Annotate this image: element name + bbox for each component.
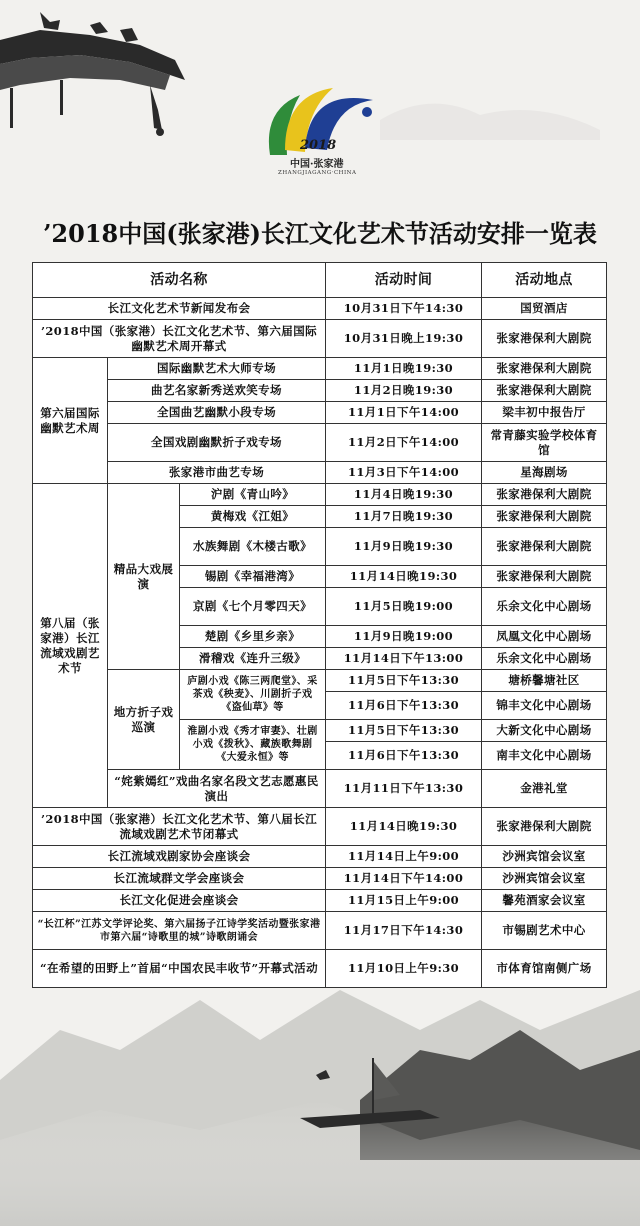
table-row: [33, 950, 607, 988]
row-place: 市锡剧艺术中心: [482, 912, 607, 950]
row-time: 10月31日下午14:30: [326, 298, 482, 320]
page-title: ’2018中国(张家港)长江文化艺术节活动安排一览表: [43, 219, 597, 248]
row-name: 长江文化促进会座谈会: [33, 890, 326, 912]
row-name: 长江文化艺术节新闻发布会: [33, 298, 326, 320]
row-name: 楚剧《乡里乡亲》: [180, 626, 326, 648]
row-time: 11月2日下午14:00: [326, 424, 482, 462]
mist-cloud: [380, 104, 600, 140]
table-row: [33, 912, 607, 950]
row-time: 10月31日晚上19:30: [326, 320, 482, 358]
row-place: 南丰文化中心剧场: [482, 742, 607, 770]
logo-subtitle: ZHANGJIAGANG·CHINA: [278, 170, 357, 176]
row-name: 滑稽戏《连升三级》: [180, 648, 326, 670]
row-name: ’2018中国（张家港）长江文化艺术节、第六届国际幽默艺术周开幕式: [33, 320, 326, 358]
row-place: 张家港保利大剧院: [482, 506, 607, 528]
row-place: 张家港保利大剧院: [482, 566, 607, 588]
table-row: [33, 380, 607, 402]
row-place: 星海剧场: [482, 462, 607, 484]
schedule-table: [32, 262, 607, 988]
row-place: 沙洲宾馆会议室: [482, 868, 607, 890]
row-time: 11月11日下午13:30: [326, 770, 482, 808]
group-label-drama-festival: 第八届（张家港）长江流域戏剧艺术节: [33, 484, 108, 808]
table-header-row: [33, 263, 607, 298]
row-time: 11月4日晚19:30: [326, 484, 482, 506]
mountain-landscape: [0, 990, 640, 1226]
table-row: [33, 424, 607, 462]
row-name: “姹紫嫣红”戏曲名家名段文艺志愿惠民演出: [108, 770, 326, 808]
row-place: 馨苑酒家会议室: [482, 890, 607, 912]
row-place: 梁丰初中报告厅: [482, 402, 607, 424]
table-row: [33, 868, 607, 890]
table-row: [33, 770, 607, 808]
row-name: 沪剧《青山吟》: [180, 484, 326, 506]
header-time: 活动时间: [326, 263, 482, 298]
row-name: 张家港市曲艺专场: [108, 462, 326, 484]
subgroup-label-local-opera: 地方折子戏巡演: [108, 670, 180, 770]
row-name: 淮剧小戏《秀才审妻》、壮剧小戏《拨秋》、藏族歌舞剧《大爱永恒》等: [180, 720, 326, 770]
row-name: “长江杯”江苏文学评论奖、第六届扬子江诗学奖活动暨张家港市第六届“诗歌里的城”诗歌朗诵会: [33, 912, 326, 950]
row-place: 凤凰文化中心剧场: [482, 626, 607, 648]
row-time: 11月17日下午14:30: [326, 912, 482, 950]
row-place: 锦丰文化中心剧场: [482, 692, 607, 720]
table-row: [33, 846, 607, 868]
row-time: 11月10日上午9:30: [326, 950, 482, 988]
table-row: [33, 298, 607, 320]
table-row: [33, 670, 607, 692]
row-time: 11月15日上午9:00: [326, 890, 482, 912]
row-place: 金港礼堂: [482, 770, 607, 808]
row-time: 11月7日晚19:30: [326, 506, 482, 528]
row-time: 11月1日晚19:30: [326, 358, 482, 380]
row-place: 乐余文化中心剧场: [482, 648, 607, 670]
table-row: [33, 402, 607, 424]
table-row: [33, 462, 607, 484]
table-row: [33, 320, 607, 358]
row-place: 张家港保利大剧院: [482, 358, 607, 380]
row-place: 大新文化中心剧场: [482, 720, 607, 742]
row-time: 11月3日下午14:00: [326, 462, 482, 484]
row-name: 黄梅戏《江姐》: [180, 506, 326, 528]
row-place: 塘桥馨塘社区: [482, 670, 607, 692]
row-time: 11月14日下午13:00: [326, 648, 482, 670]
row-place: 张家港保利大剧院: [482, 320, 607, 358]
subgroup-label-featured: 精品大戏展演: [108, 484, 180, 670]
row-time: 11月2日晚19:30: [326, 380, 482, 402]
row-name: 长江流域戏剧家协会座谈会: [33, 846, 326, 868]
logo-year: 2018: [300, 138, 337, 153]
row-time: 11月14日上午9:00: [326, 846, 482, 868]
row-name: 全国曲艺幽默小段专场: [108, 402, 326, 424]
row-name: 曲艺名家新秀送欢笑专场: [108, 380, 326, 402]
row-name: 锡剧《幸福港湾》: [180, 566, 326, 588]
row-time: 11月5日下午13:30: [326, 670, 482, 692]
row-name: 国际幽默艺术大师专场: [108, 358, 326, 380]
row-time: 11月5日下午13:30: [326, 720, 482, 742]
group-label-humor-week: 第六届国际幽默艺术周: [33, 358, 108, 484]
row-place: 国贸酒店: [482, 298, 607, 320]
row-place: 沙洲宾馆会议室: [482, 846, 607, 868]
row-time: 11月14日晚19:30: [326, 808, 482, 846]
logo-city: 中国·张家港: [290, 159, 344, 170]
row-place: 乐余文化中心剧场: [482, 588, 607, 626]
row-name: 长江流域群文学会座谈会: [33, 868, 326, 890]
row-time: 11月14日晚19:30: [326, 566, 482, 588]
row-place: 张家港保利大剧院: [482, 484, 607, 506]
table-row: [33, 890, 607, 912]
table-row: [33, 358, 607, 380]
header-name: 活动名称: [33, 263, 326, 298]
row-time: 11月9日晚19:30: [326, 528, 482, 566]
row-place: 市体育馆南侧广场: [482, 950, 607, 988]
row-name: 水族舞剧《木楼古歌》: [180, 528, 326, 566]
table-row: [33, 808, 607, 846]
row-time: 11月6日下午13:30: [326, 692, 482, 720]
row-place: 张家港保利大剧院: [482, 380, 607, 402]
row-place: 常青藤实验学校体育馆: [482, 424, 607, 462]
row-time: 11月14日下午14:00: [326, 868, 482, 890]
roof-eave-illustration: [0, 12, 185, 136]
row-name: 京剧《七个月零四天》: [180, 588, 326, 626]
row-time: 11月6日下午13:30: [326, 742, 482, 770]
row-name: ’2018中国（张家港）长江文化艺术节、第八届长江流域戏剧艺术节闭幕式: [33, 808, 326, 846]
row-time: 11月5日晚19:00: [326, 588, 482, 626]
row-time: 11月9日晚19:00: [326, 626, 482, 648]
header-place: 活动地点: [482, 263, 607, 298]
row-name: 庐剧小戏《陈三两爬堂》、采茶戏《秧麦》、川剧折子戏《盗仙草》等: [180, 670, 326, 720]
row-place: 张家港保利大剧院: [482, 808, 607, 846]
row-name: “在希望的田野上”首届“中国农民丰收节”开幕式活动: [33, 950, 326, 988]
row-name: 全国戏剧幽默折子戏专场: [108, 424, 326, 462]
row-time: 11月1日下午14:00: [326, 402, 482, 424]
table-row: [33, 484, 607, 506]
row-place: 张家港保利大剧院: [482, 528, 607, 566]
